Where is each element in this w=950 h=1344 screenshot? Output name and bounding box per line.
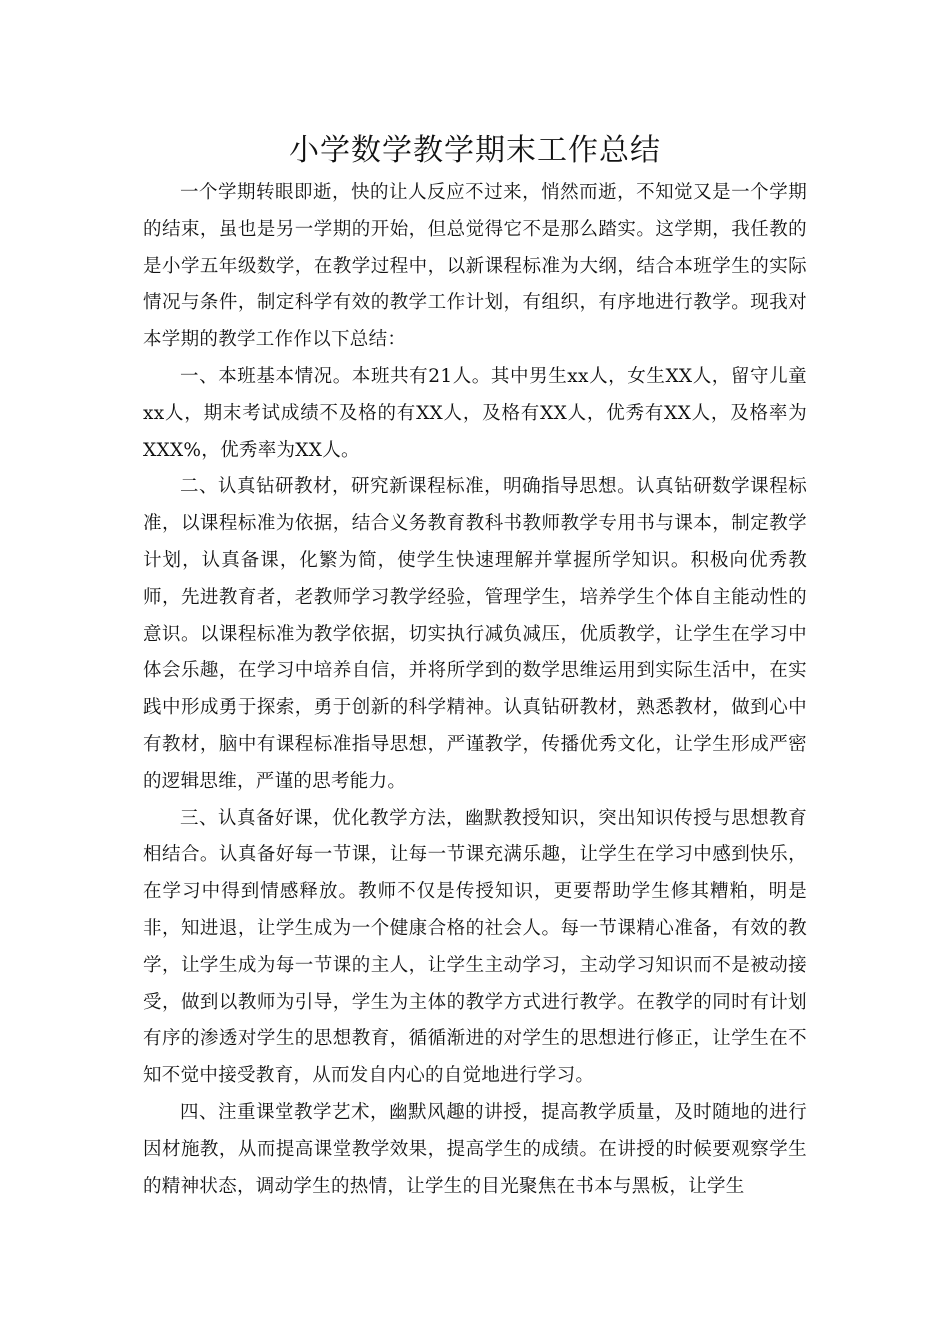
paragraph-class-info: 一、本班基本情况。本班共有21人。其中男生xx人，女生XX人，留守儿童xx人，期末考试成绩不及格的有XX人，及格有XX人，优秀有XX人，及格率为XXX%，优秀率为XX人。 bbox=[143, 365, 807, 461]
paragraph-teaching-art: 四、注重课堂教学艺术，幽默风趣的讲授，提高教学质量，及时随地的进行因材施教，从而提高课堂教学效果，提高学生的成绩。在讲授的时候要观察学生的精神状态，调动学生的热情，让学生的目光聚焦在书本与黑板，让学生 bbox=[143, 1101, 807, 1197]
document-title: 小学数学教学期末工作总结 bbox=[289, 133, 661, 168]
document-body bbox=[143, 175, 807, 1205]
paragraph-study-materials: 二、认真钻研教材，研究新课程标准，明确指导思想。认真钻研数学课程标准，以课程标准为依据，结合义务教育教科书教师教学专用书与课本，制定教学计划，认真备课，化繁为简，使学生快速理解并掌握所学知识。积极向优秀教师，先进教育者，老教师学习教学经验，管理学生，培养学生个体自主能动性的意识。以课程标准为教学依据，切实执行减负减压，优质教学，让学生在学习中体会乐趣，在学习中培养自信，并将所学到的数学思维运用到实际生活中，在实践中形成勇于探索，勇于创新的科学精神。认真钻研教材，熟悉教材，做到心中有教材，脑中有课程标准指导思想，严谨教学，传播优秀文化，让学生形成严密的逻辑思维，严谨的思考能力。 bbox=[143, 476, 807, 792]
paragraph-intro: 一个学期转眼即逝，快的让人反应不过来，悄然而逝，不知觉又是一个学期的结束，虽也是另一学期的开始，但总觉得它不是那么踏实。这学期，我任教的是小学五年级数学，在教学过程中，以新课程标准为大纲，结合本班学生的实际情况与条件，制定科学有效的教学工作计划，有组织，有序地进行教学。现我对本学期的教学工作作以下总结： bbox=[143, 182, 807, 351]
paragraph-lesson-prep: 三、认真备好课，优化教学方法，幽默教授知识，突出知识传授与思想教育相结合。认真备好每一节课，让每一节课充满乐趣，让学生在学习中感到快乐，在学习中得到情感释放。教师不仅是传授知识，更要帮助学生修其糟粕，明是非，知进退，让学生成为一个健康合格的社会人。每一节课精心准备，有效的教学，让学生成为每一节课的主人，让学生主动学习，主动学习知识而不是被动接受，做到以教师为引导，学生为主体的教学方式进行教学。在教学的同时有计划有序的渗透对学生的思想教育，循循渐进的对学生的思想进行修正，让学生在不知不觉中接受教育，从而发自内心的自觉地进行学习。 bbox=[143, 807, 807, 1087]
